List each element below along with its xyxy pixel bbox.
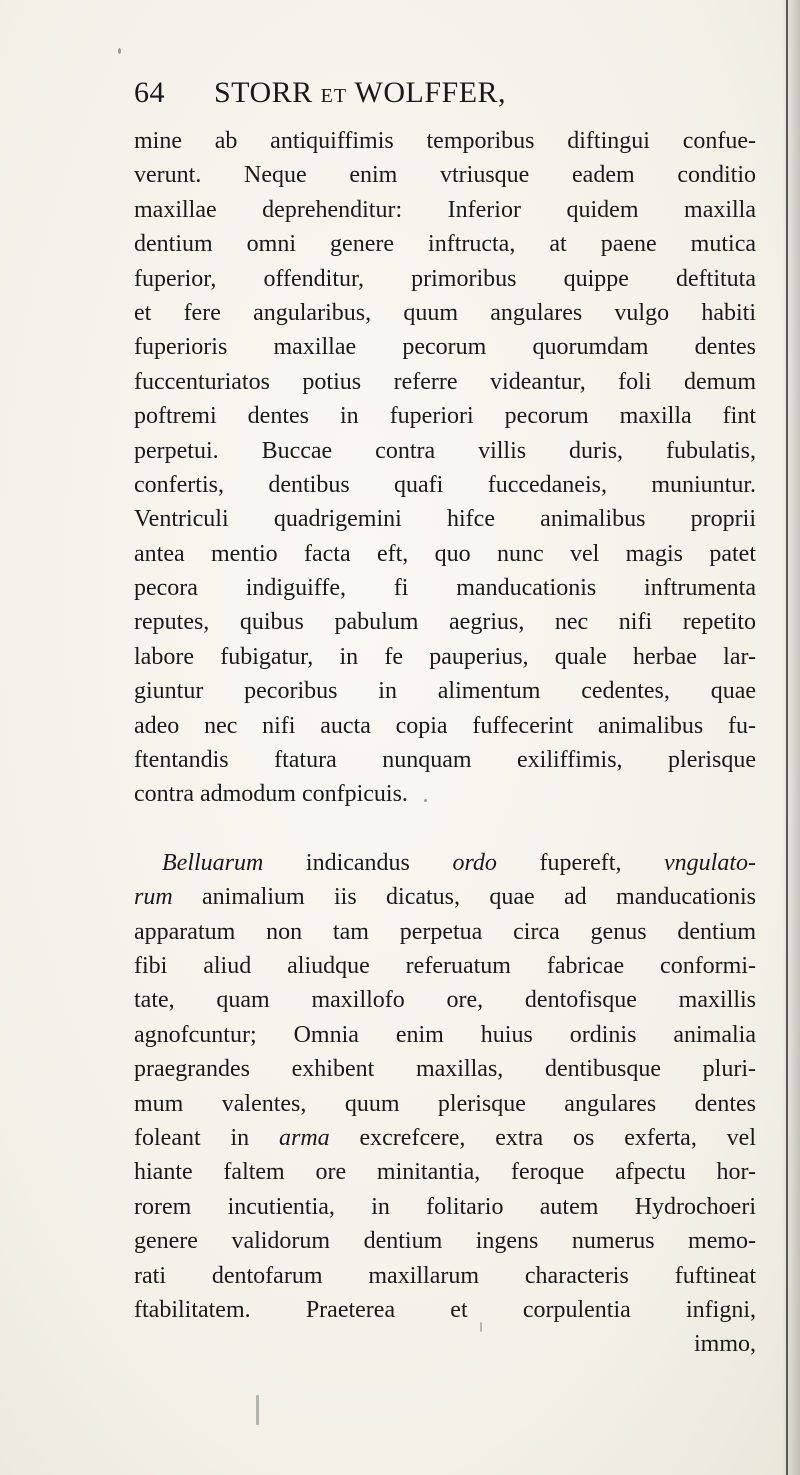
italic-text-segment: arma — [278, 1124, 330, 1151]
print-speck — [118, 48, 121, 54]
text-segment: animalium iis dicatus, quae ad manducationis — [172, 884, 756, 911]
text-line — [134, 227, 756, 261]
page-edge-shadow — [782, 0, 800, 1475]
text-segment: fuperioris maxillae pecorum quorumdam dentes — [134, 334, 756, 361]
text-segment: fupereft, — [496, 849, 665, 876]
text-segment: poftremi dentes in fuperiori pecorum maxilla fint — [134, 403, 756, 430]
text-segment: contra admodum confpicuis. — [134, 781, 408, 808]
text-segment: excrefcere, extra os exferta, vel — [329, 1124, 756, 1151]
text-line — [134, 1087, 756, 1121]
print-speck — [256, 1395, 259, 1425]
print-speck — [480, 1322, 482, 1332]
text-segment: giuntur pecoribus in alimentum cedentes, quae — [134, 678, 756, 705]
print-speck — [424, 799, 427, 802]
text-segment: rorem incutientia, in folitario autem Hydrochoeri — [134, 1193, 756, 1220]
italic-text-segment: rum — [134, 884, 173, 911]
page-header — [134, 76, 614, 116]
text-line — [134, 365, 756, 399]
page-number: 64 — [134, 76, 165, 109]
text-segment: adeo nec nifi aucta copia fuffecerint animalibus fu- — [134, 712, 756, 739]
text-line — [134, 915, 756, 949]
text-segment: hiante faltem ore minitantia, feroque afpectu hor- — [134, 1159, 756, 1186]
text-segment: fuperior, offenditur, primoribus quippe deftituta — [134, 265, 756, 292]
text-segment: apparatum non tam perpetua circa genus dentium — [134, 918, 756, 945]
italic-text-segment: vngulato- — [664, 849, 757, 876]
text-line — [134, 571, 756, 605]
body-text — [134, 124, 756, 1362]
text-segment: rati dentofarum maxillarum characteris fuftineat — [134, 1262, 756, 1289]
text-line — [134, 1190, 756, 1224]
text-line — [134, 983, 756, 1017]
text-line — [134, 880, 756, 914]
running-head — [214, 76, 506, 110]
text-segment: fuccenturiatos potius referre videantur, foli demum — [134, 368, 756, 395]
text-line — [134, 1121, 756, 1155]
text-segment: agnofcuntur; Omnia enim huius ordinis animalia — [134, 1021, 756, 1048]
text-line — [134, 1018, 756, 1052]
text-line — [134, 193, 756, 227]
text-segment: ftabilitatem. Praeterea et corpulentia infigni, — [134, 1296, 756, 1323]
text-segment: confertis, dentibus quafi fuccedaneis, muniuntur. — [134, 471, 756, 498]
text-line — [134, 434, 756, 468]
text-segment: fibi aliud aliudque referuatum fabricae conformi- — [134, 952, 756, 979]
text-line — [134, 846, 756, 880]
text-segment: Ventriculi quadrigemini hifce animalibus proprii — [134, 506, 756, 533]
text-line — [134, 124, 756, 158]
running-head-et: ET — [320, 85, 348, 107]
text-line — [134, 296, 756, 330]
italic-text-segment: Belluarum — [162, 849, 264, 876]
text-line — [134, 1155, 756, 1189]
text-segment: et fere angularibus, quum angulares vulgo habiti — [134, 299, 756, 326]
text-line — [134, 640, 756, 674]
text-segment: verunt. Neque enim vtriusque eadem conditio — [134, 162, 756, 189]
text-line — [134, 158, 756, 192]
text-segment: reputes, quibus pabulum aegrius, nec nifi repetito — [134, 609, 756, 636]
running-head-authors-2: WOLFFER, — [347, 76, 507, 109]
text-line — [134, 537, 756, 571]
text-segment: tate, quam maxillofo ore, dentofisque maxillis — [134, 987, 756, 1014]
text-line — [134, 399, 756, 433]
text-segment: praegrandes exhibent maxillas, dentibusque pluri- — [134, 1056, 756, 1083]
text-segment: foleant in — [134, 1124, 279, 1151]
text-line — [134, 1327, 756, 1361]
text-line — [134, 674, 756, 708]
text-segment: mum valentes, quum plerisque angulares dentes — [134, 1090, 756, 1117]
text-segment: immo, — [693, 1331, 756, 1358]
text-segment: dentium omni genere inftructa, at paene mutica — [134, 231, 756, 258]
text-segment: ftentandis ftatura nunquam exiliffimis, plerisque — [134, 747, 756, 774]
text-segment: mine ab antiquiffimis temporibus diftingui confue- — [134, 128, 756, 154]
text-line — [134, 468, 756, 502]
text-line — [134, 330, 756, 364]
text-line — [134, 1052, 756, 1086]
text-line — [134, 949, 756, 983]
text-segment: maxillae deprehenditur: Inferior quidem maxilla — [134, 196, 756, 223]
running-head-authors-1: STORR — [214, 76, 321, 109]
text-line — [134, 1224, 756, 1258]
page-binding-edge — [786, 0, 788, 1475]
italic-text-segment: ordo — [452, 849, 497, 876]
text-line — [134, 777, 756, 811]
text-line — [134, 262, 756, 296]
text-line — [134, 709, 756, 743]
text-line — [134, 605, 756, 639]
text-segment: genere validorum dentium ingens numerus memo- — [134, 1228, 756, 1255]
text-segment: antea mentio facta eft, quo nunc vel magis patet — [134, 540, 756, 567]
text-line — [134, 1293, 756, 1327]
text-line — [134, 502, 756, 536]
text-segment: labore fubigatur, in fe pauperius, quale herbae lar- — [134, 643, 756, 670]
text-line — [134, 743, 756, 777]
text-segment: indicandus — [263, 849, 453, 876]
text-line — [134, 1259, 756, 1293]
text-segment: perpetui. Buccae contra villis duris, fubulatis, — [134, 437, 756, 464]
text-segment: pecora indiguiffe, fi manducationis inftrumenta — [134, 575, 756, 602]
